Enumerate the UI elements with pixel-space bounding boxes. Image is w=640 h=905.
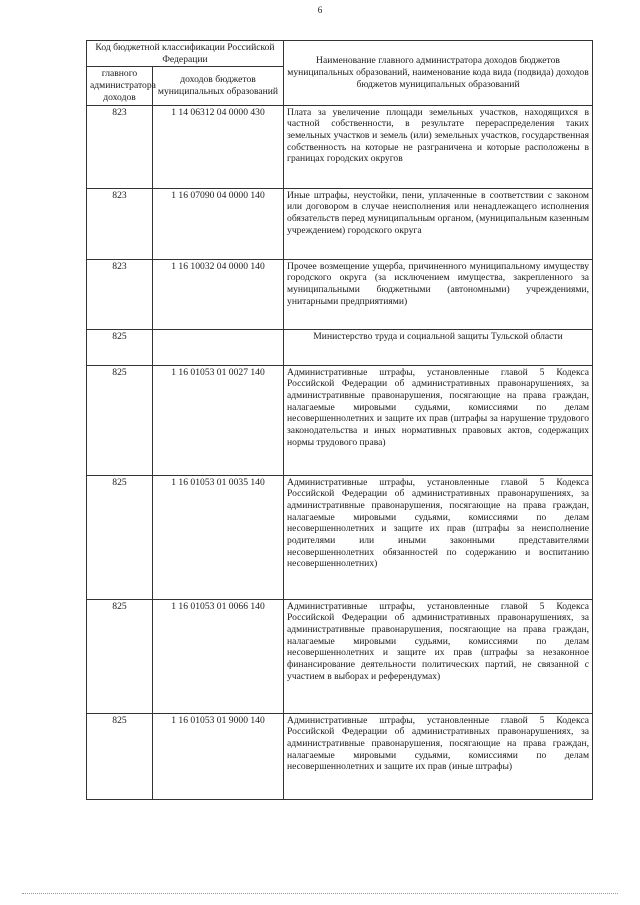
admin-code-cell: 823 — [87, 105, 153, 188]
header-name-column: Наименование главного администратора доходов бюджетов муниципальных образований, наименование кода вида (подвида) доходов бюджетов муниципальных образований — [284, 41, 593, 106]
table-row — [87, 713, 593, 799]
income-name-cell: Административные штрафы, установленные главой 5 Кодекса Российской Федерации об административных правонарушениях, за административные правонарушения, посягающие на права граждан, налагаемые мировыми судьями, комиссиями по делам несовершеннолетних и защите их прав (штрафы за нарушение трудового законодательства и иных нормативных правовых актов, содержащих нормы трудового права) — [284, 365, 593, 475]
income-name-cell: Административные штрафы, установленные главой 5 Кодекса Российской Федерации об административных правонарушениях, за административные правонарушения, посягающие на права граждан, налагаемые мировыми судьями, комиссиями по делам несовершеннолетних и защите их прав (штрафы за незаконное финансирование деятельности политических партий, не связанной с участием в выборах и референдумах) — [284, 599, 593, 713]
income-name-cell: Прочее возмещение ущерба, причиненного муниципальному имуществу городского округа (за исключением имущества, закрепленного за муниципальными бюджетными (автономными) учреждениями, унитарными предприятиями) — [284, 259, 593, 329]
table-row — [87, 105, 593, 188]
income-code-cell: 1 16 01053 01 0066 140 — [153, 599, 284, 713]
income-name-cell: Иные штрафы, неустойки, пени, уплаченные в соответствии с законом или договором в случае неисполнения или ненадлежащего исполнения обязательств перед муниципальным органом, (муниципальным казенным учреждением) городского округа — [284, 188, 593, 259]
table-row — [87, 475, 593, 599]
income-code-cell: 1 16 01053 01 9000 140 — [153, 713, 284, 799]
admin-code-cell: 825 — [87, 475, 153, 599]
footer-scan-line — [22, 893, 618, 894]
header-row-top — [87, 41, 593, 67]
admin-code-cell: 825 — [87, 365, 153, 475]
income-name-cell: Административные штрафы, установленные главой 5 Кодекса Российской Федерации об административных правонарушениях, за административные правонарушения, посягающие на права граждан, налагаемые мировыми судьями, комиссиями по делам несовершеннолетних и защите их прав (иные штрафы) — [284, 713, 593, 799]
income-code-cell: 1 14 06312 04 0000 430 — [153, 105, 284, 188]
admin-code-cell: 823 — [87, 259, 153, 329]
budget-classification-table — [86, 40, 593, 800]
income-code-cell: 1 16 01053 01 0035 140 — [153, 475, 284, 599]
admin-code-cell: 825 — [87, 713, 153, 799]
table-row — [87, 188, 593, 259]
table-row — [87, 599, 593, 713]
admin-code-cell: 825 — [87, 329, 153, 365]
income-code-cell: 1 16 10032 04 0000 140 — [153, 259, 284, 329]
admin-code-cell: 823 — [87, 188, 153, 259]
ministry-name-cell: Министерство труда и социальной защиты Тульской области — [284, 329, 593, 365]
header-admin-column: главного администратора доходов — [87, 67, 153, 105]
income-code-cell: 1 16 07090 04 0000 140 — [153, 188, 284, 259]
income-name-cell: Плата за увеличение площади земельных участков, находящихся в частной собственности, в результате перераспределения таких земельных участков и земель (или) земельных участков, государственная собственность на которые не разграничена и которые расположены в границах городских округов — [284, 105, 593, 188]
admin-code-cell: 825 — [87, 599, 153, 713]
header-income-column: доходов бюджетов муниципальных образований — [153, 67, 284, 105]
income-code-cell — [153, 329, 284, 365]
header-group-title: Код бюджетной классификации Российской Федерации — [87, 41, 284, 67]
table-row — [87, 365, 593, 475]
table-row-ministry — [87, 329, 593, 365]
income-code-cell: 1 16 01053 01 0027 140 — [153, 365, 284, 475]
page-number: 6 — [317, 5, 323, 15]
income-name-cell: Административные штрафы, установленные главой 5 Кодекса Российской Федерации об административных правонарушениях, за административные правонарушения, посягающие на права граждан, налагаемые мировыми судьями, комиссиями по делам несовершеннолетних и защите их прав (штрафы за неисполнение родителями или иными законными представителями несовершеннолетних обязанностей по содержанию и воспитанию несовершеннолетних) — [284, 475, 593, 599]
table-row — [87, 259, 593, 329]
